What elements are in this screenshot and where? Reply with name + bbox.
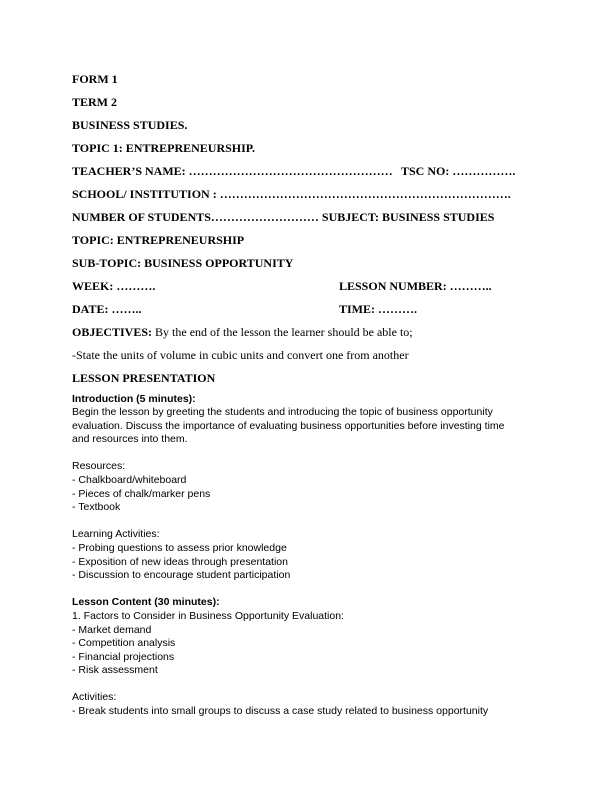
resources-heading: Resources: bbox=[72, 460, 126, 472]
topic-field: TOPIC: ENTREPRENEURSHIP bbox=[72, 233, 245, 247]
lesson-content-line: - Risk assessment bbox=[72, 664, 158, 676]
date-field: DATE: …….. bbox=[72, 302, 142, 316]
school-field: SCHOOL/ INSTITUTION : ………………………………………………………………. bbox=[72, 187, 511, 201]
time-field: TIME: ………. bbox=[339, 302, 417, 316]
tsc-no-field: TSC NO: ……………. bbox=[401, 164, 516, 178]
activities-item: - Break students into small groups to discuss a case study related to business opportunity bbox=[72, 705, 489, 717]
lesson-content-heading: Lesson Content (30 minutes): bbox=[72, 596, 220, 608]
objectives-label: OBJECTIVES: bbox=[72, 325, 153, 339]
subject-heading: BUSINESS STUDIES. bbox=[72, 118, 188, 132]
teacher-name-field: TEACHER’S NAME: …………………………………………… bbox=[72, 164, 393, 178]
introduction-line: Begin the lesson by greeting the students and introducing the topic of business opportunity bbox=[72, 406, 493, 418]
lesson-content-line: 1. Factors to Consider in Business Opportunity Evaluation: bbox=[72, 610, 344, 622]
lesson-number-field: LESSON NUMBER: ……….. bbox=[339, 279, 492, 293]
lesson-content-line: - Market demand bbox=[72, 623, 152, 636]
lesson-content-line: - Financial projections bbox=[72, 650, 175, 663]
sub-topic-field: SUB-TOPIC: BUSINESS OPPORTUNITY bbox=[72, 256, 294, 270]
introduction-heading: Introduction (5 minutes): bbox=[72, 393, 196, 405]
week-field: WEEK: ………. bbox=[72, 279, 156, 293]
num-students-field: NUMBER OF STUDENTS……………………… SUBJECT: BUSINESS STUDIES bbox=[72, 210, 495, 224]
introduction-line: evaluation. Discuss the importance of evaluating business opportunities before investing time bbox=[72, 419, 505, 432]
objectives-line bbox=[72, 325, 413, 340]
learning-activities-heading: Learning Activities: bbox=[72, 528, 160, 540]
objectives-text: By the end of the lesson the learner should be able to; bbox=[152, 325, 413, 339]
resources-item: - Chalkboard/whiteboard bbox=[72, 474, 187, 486]
topic-heading: TOPIC 1: ENTREPRENEURSHIP. bbox=[72, 141, 256, 155]
resources-item: - Pieces of chalk/marker pens bbox=[72, 487, 211, 500]
learning-activities-item: - Exposition of new ideas through presentation bbox=[72, 555, 288, 568]
resources-item: - Textbook bbox=[72, 501, 121, 513]
learning-activities-item: - Probing questions to assess prior knowledge bbox=[72, 542, 287, 554]
activities-heading: Activities: bbox=[72, 691, 117, 703]
term-label: TERM 2 bbox=[72, 95, 117, 109]
form-label: FORM 1 bbox=[72, 72, 118, 86]
presentation-heading: LESSON PRESENTATION bbox=[72, 371, 216, 385]
objective-item: -State the units of volume in cubic units and convert one from another bbox=[72, 348, 409, 362]
learning-activities-item: - Discussion to encourage student participation bbox=[72, 569, 291, 581]
introduction-line: and resources into them. bbox=[72, 433, 188, 445]
lesson-content-line: - Competition analysis bbox=[72, 637, 176, 649]
